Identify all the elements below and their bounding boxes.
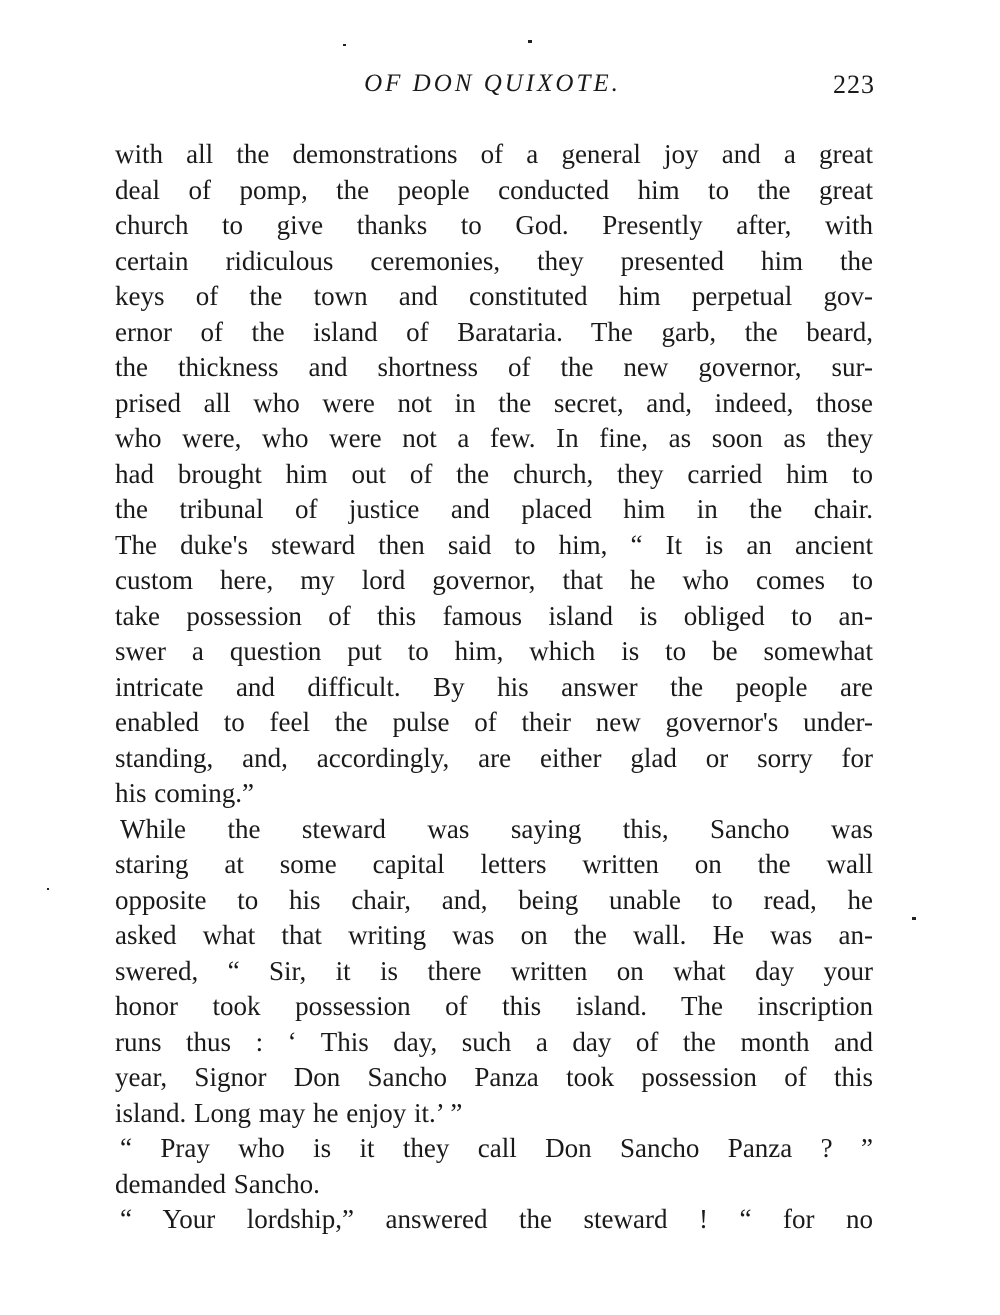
text-line: take possession of this famous island is obliged to an- [115,600,873,631]
text-line: runs thus : ‘ This day, such a day of the month and [115,1026,873,1057]
text-line-paragraph-start: While the steward was saying this, Sancho was [120,813,873,844]
page-number: 223 [833,70,875,99]
text-line: honor took possession of this island. The inscription [115,991,873,1021]
text-line: had brought him out of the church, they carried him to [115,458,873,489]
text-line-paragraph-end: island. Long may he enjoy it.’ ” [115,1097,463,1128]
text-line: asked what that writing was on the wall. He was an- [115,920,873,950]
print-speck [47,888,49,890]
text-line: with all the demonstrations of a general joy and a great [115,139,873,169]
text-line: enabled to feel the pulse of their new governor's under- [115,707,873,737]
text-line: prised all who were not in the secret, and, indeed, those [115,387,873,418]
running-head [110,70,875,110]
text-line: opposite to his chair, and, being unable to read, he [115,884,873,915]
body-text [115,137,873,1238]
text-line: the tribunal of justice and placed him in the chair. [115,494,873,524]
print-speck [912,917,916,920]
text-line: staring at some capital letters written on the wall [115,849,873,879]
text-line: the thickness and shortness of the new governor, sur- [115,352,873,382]
text-line: swered, “ Sir, it is there written on what day your [115,955,873,986]
text-line-paragraph-end: demanded Sancho. [115,1168,320,1199]
text-line: certain ridiculous ceremonies, they presented him the [115,245,873,276]
text-line: year, Signor Don Sancho Panza took possession of this [115,1062,873,1092]
text-line: custom here, my lord governor, that he who comes to [115,565,873,595]
text-line: swer a question put to him, which is to be somewhat [115,636,873,666]
text-line: keys of the town and constituted him perpetual gov- [115,281,873,311]
text-line: ernor of the island of Barataria. The garb, the beard, [115,316,873,347]
text-line: The duke's steward then said to him, “ It is an ancient [115,529,873,560]
print-speck [343,44,346,46]
print-speck [528,40,532,43]
text-line: standing, and, accordingly, are either glad or sorry for [115,742,873,773]
text-line: church to give thanks to God. Presently after, with [115,210,873,240]
text-line-paragraph-start: “ Pray who is it they call Don Sancho Panza ? ” [120,1133,873,1163]
text-line: deal of pomp, the people conducted him to the great [115,174,873,205]
running-title: OF DON QUIXOTE. [364,70,621,97]
text-line-paragraph-start: “ Your lordship,” answered the steward ! “ for no [120,1204,873,1234]
text-line: intricate and difficult. By his answer the people are [115,671,873,702]
text-line-paragraph-end: his coming.” [115,778,254,808]
text-line: who were, who were not a few. In fine, as soon as they [115,423,873,453]
